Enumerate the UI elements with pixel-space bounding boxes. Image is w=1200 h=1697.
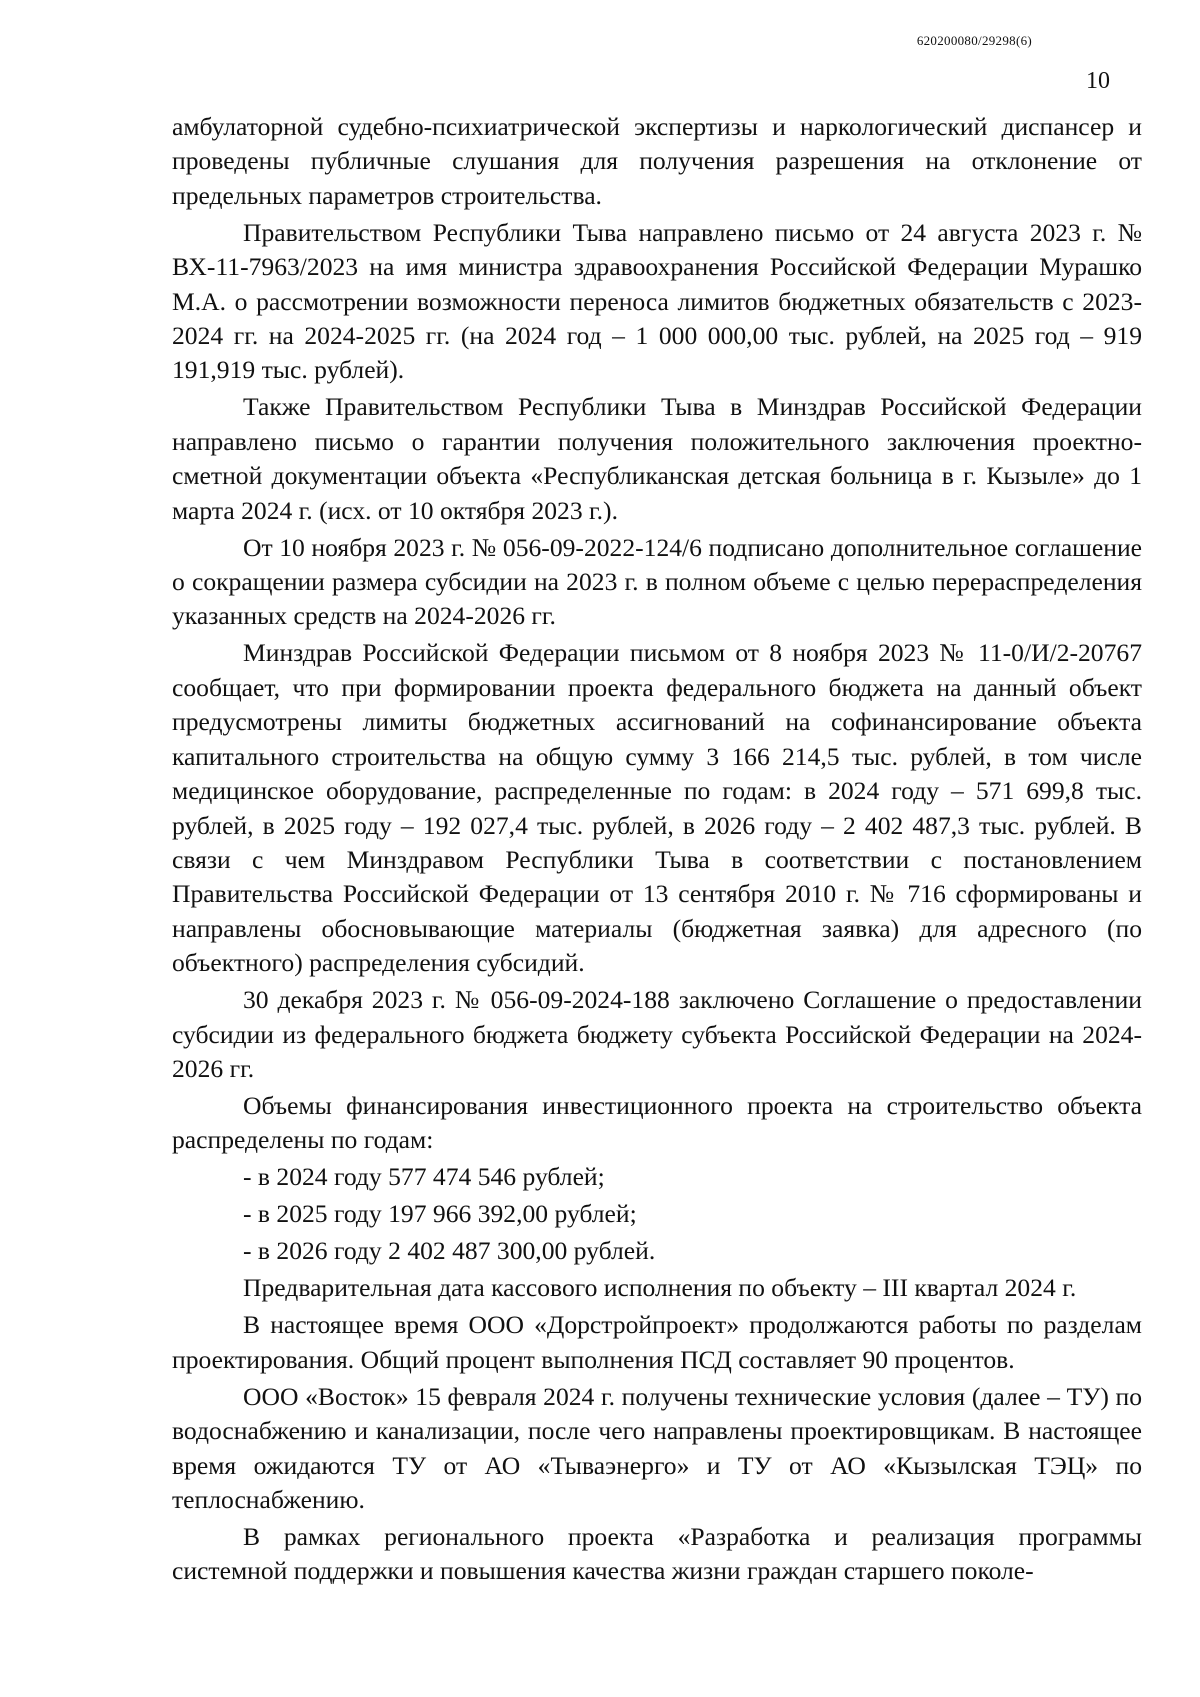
list-item-2024: - в 2024 году 577 474 546 рублей;	[243, 1162, 605, 1192]
paragraph-letter-transfer-limits: Правительством Республики Тыва направлено письмо от 24 августа 2023 г. № ВХ-11-7963/2023 на имя министра здравоохранения Российской Федерации Мурашко М.А. о рассмотрении возможности переноса лимитов бюджетных обязательств с 2023-2024 гг. на 2024-2025 гг. (на 2024 год – 1 000 000,00 тыс. рублей, на 2025 год – 919 191,919 тыс. рублей).	[172, 217, 1142, 385]
document-body	[172, 110, 1142, 1591]
paragraph-financing-volumes: Объемы финансирования инвестиционного проекта на строительство объекта распределены по годам:	[172, 1090, 1142, 1155]
paragraph-design-progress: В настоящее время ООО «Дорстройпроект» продолжаются работы по разделам проектирования. Общий процент выполнения ПСД составляет 90 процентов.	[172, 1310, 1142, 1374]
paragraph-minzdrav-letter: Минздрав Российской Федерации письмом от 8 ноября 2023 № 11-0/И/2-20767 сообщает, что при формировании проекта федерального бюджета на данный объект предусмотрены лимиты бюджетных ассигнований на софинансирование объекта капитального строительства на общую сумму 3 166 214,5 тыс. рублей, в том числе медицинское оборудование, распределенные по годам: в 2024 году – 571 699,8 тыс. рублей, в 2025 году – 192 027,4 тыс. рублей, в 2026 году – 2 402 487,3 тыс. рублей. В связи с чем Минздравом Республики Тыва в соответствии с постановлением Правительства Российской Федерации от 13 сентября 2010 г. № 716 сформированы и направлены обосновывающие материалы (бюджетная заявка) для адресного (по объектного) распределения субсидий.	[172, 638, 1142, 978]
paragraph-regional-project: В рамках регионального проекта «Разработка и реализация программы системной поддержки и повышения качества жизни граждан старшего поколе-	[172, 1521, 1142, 1586]
paragraph-subsidy-agreement: 30 декабря 2023 г. № 056-09-2024-188 заключено Соглашение о предоставлении субсидии из федерального бюджета бюджету субъекта Российской Федерации на 2024-2026 гг.	[172, 985, 1142, 1083]
paragraph-continuation: амбулаторной судебно-психиатрической экспертизы и наркологический диспансер и проведены публичные слушания для получения разрешения на отклонение от предельных параметров строительства.	[172, 112, 1142, 210]
document-code: 620200080/29298(6)	[916, 33, 1032, 48]
list-item-2025: - в 2025 году 197 966 392,00 рублей;	[243, 1199, 637, 1229]
paragraph-cash-execution-date: Предварительная дата кассового исполнения по объекту – III квартал 2024 г.	[243, 1273, 1077, 1303]
paragraph-technical-conditions: ООО «Восток» 15 февраля 2024 г. получены технические условия (далее – ТУ) по водоснабжению и канализации, после чего направлены проектировщикам. В настоящее время ожидаются ТУ от АО «Тываэнерго» и ТУ от АО «Кызылская ТЭЦ» по теплоснабжению.	[172, 1381, 1142, 1514]
paragraph-additional-agreement: От 10 ноября 2023 г. № 056-09-2022-124/6 подписано дополнительное соглашение о сокращении размера субсидии на 2023 г. в полном объеме с целью перераспределения указанных средств на 2024-2026 гг.	[172, 532, 1142, 631]
paragraph-letter-guarantee: Также Правительством Республики Тыва в Минздрав Российской Федерации направлено письмо о гарантии получения положительного заключения проектно-сметной документации объекта «Республиканская детская больница в г. Кызыле» до 1 марта 2024 г. (исх. от 10 октября 2023 г.).	[172, 392, 1142, 525]
page-number: 10	[1086, 68, 1110, 94]
list-item-2026: - в 2026 году 2 402 487 300,00 рублей.	[243, 1236, 656, 1266]
